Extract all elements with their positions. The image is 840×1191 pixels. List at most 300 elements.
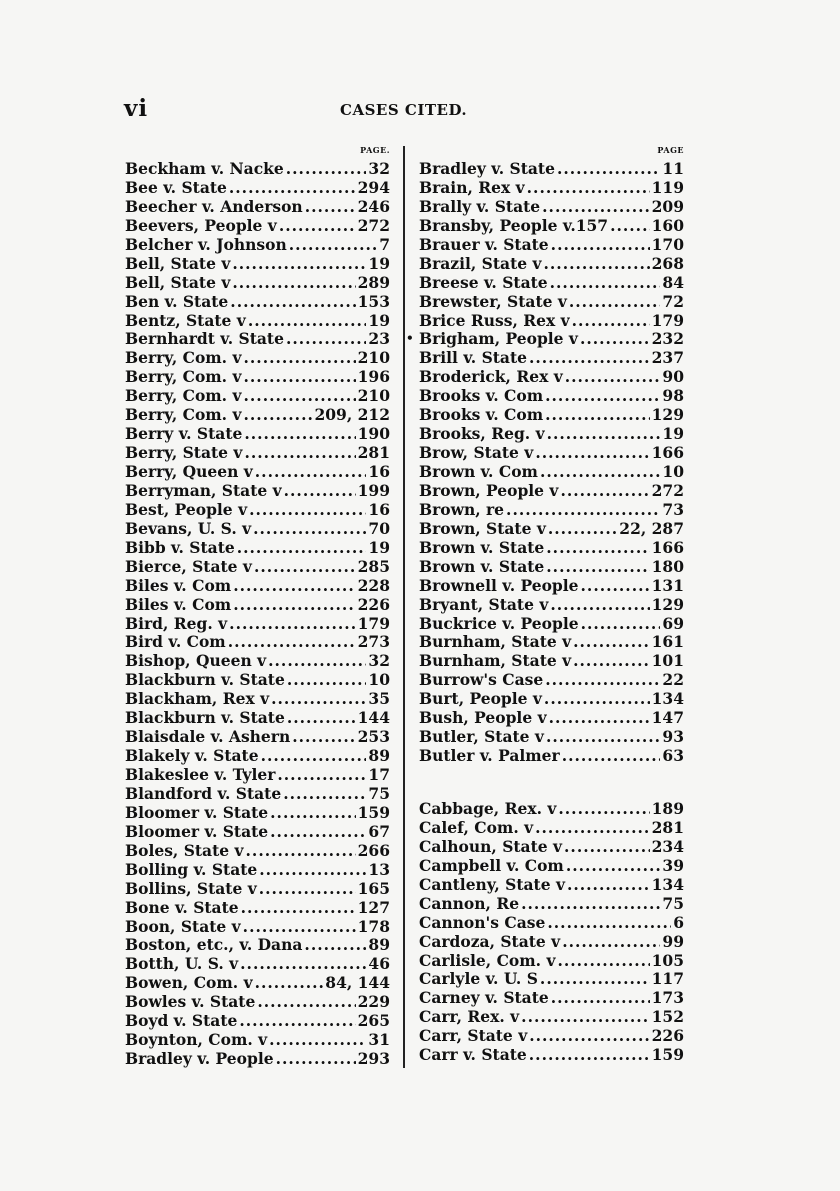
index-entry [125,823,390,842]
index-entry [125,558,390,577]
case-name: Boston, etc., v. Dana [125,935,303,955]
page-ref: 273 [357,632,390,652]
page-ref: 31 [368,1030,390,1050]
index-entry [419,633,684,652]
page-ref: 281 [357,443,390,463]
page-ref: 179 [357,613,390,633]
page-ref: 285 [357,556,390,576]
case-name: Burt, People v [419,689,542,709]
case-name: Brooks v. Com [419,405,544,425]
index-entry [125,368,390,387]
case-name: Brown v. Com [419,462,538,481]
index-entry [125,690,390,709]
case-name: Burrow's Case [419,670,544,690]
page-ref: 180 [651,556,684,576]
case-name: Brown, re [419,499,505,519]
case-name: Brigham, People v [419,329,578,349]
index-entry [125,785,390,804]
dot-leader [232,274,355,293]
page-ref: 209 [651,196,684,216]
dot-leader [546,728,660,747]
case-name: Carlyle v. U. S [419,969,538,989]
dot-leader [241,899,356,918]
dot-leader [567,876,650,895]
index-entry [125,596,390,615]
page-ref: 237 [651,348,684,368]
page-ref: 32 [368,159,390,178]
dot-leader [557,952,649,971]
page-number: vi [124,95,149,122]
case-name: Brally v. State [419,196,541,216]
page-ref: 17 [368,765,390,784]
column-left [125,140,390,1069]
dot-leader [233,596,355,615]
page-ref: 70 [368,518,390,538]
index-entry [419,800,684,819]
page-ref: 72 [662,291,684,311]
index-entry [125,217,390,236]
page-ref: 105 [651,950,684,970]
case-name: Brooks, Reg. v [419,424,545,444]
page-ref: 166 [651,443,684,463]
page-ref: 23 [368,329,390,349]
case-name: Bird, Reg. v [125,613,228,633]
dot-leader [551,236,650,255]
page-ref: 98 [662,386,684,406]
index-entry [419,671,684,690]
case-name: Burnham, State v [419,632,572,652]
dot-leader [230,293,355,312]
page-ref: 46 [368,954,390,974]
index-entry [419,387,684,406]
dot-leader [244,425,355,444]
dot-leader [540,970,650,989]
index-entry [419,501,684,520]
dot-leader [535,444,649,463]
dot-leader [253,520,366,539]
case-name: Boynton, Com. v [125,1030,268,1050]
case-name: Blandford v. State [125,783,282,803]
case-name: Bibb v. State [125,537,235,557]
page-ref: 159 [357,802,390,822]
index-entry [419,1008,684,1027]
page-ref: 226 [357,594,390,614]
page-ref: 289 [357,272,390,292]
dot-leader [305,198,356,217]
index-entry [419,914,684,933]
case-name: Brauer v. State [419,234,549,254]
index-entry [419,255,684,274]
index-entry [419,933,684,952]
dot-leader [246,842,356,861]
dot-leader [248,312,367,331]
dot-leader [279,217,356,236]
index-entry [125,387,390,406]
index-entry [419,406,684,425]
case-name: Berry, Com. v [125,348,242,368]
index-entry [419,577,684,596]
case-name: Bernhardt v. State [125,329,284,349]
index-entry [419,838,684,857]
index-entry [125,406,390,425]
dot-leader [259,861,366,880]
index-entry [419,970,684,989]
index-entry [125,728,390,747]
dot-leader [540,463,660,482]
case-name: Bowles v. State [125,992,256,1012]
page-ref: 73 [662,499,684,519]
case-name: Bierce, State v [125,556,252,576]
dot-leader [545,387,660,406]
page-ref: 265 [357,1011,390,1031]
index-entry [419,368,684,387]
page-ref: 281 [651,817,684,837]
index-entry [125,633,390,652]
dot-leader [506,501,660,520]
case-name: Brewster, State v [419,291,567,311]
page-ref: 190 [357,424,390,444]
page-ref: 69 [662,613,684,633]
index-entry [419,330,684,349]
dot-leader [229,179,356,198]
case-name: Bryant, State v [419,594,549,614]
case-name: Blakeslee v. Tyler [125,765,276,784]
index-entry [419,1046,684,1065]
page-ref: 16 [368,462,390,481]
page-ref: 127 [357,897,390,917]
index-entry [125,160,390,179]
dot-leader [244,406,313,425]
page-ref: 294 [357,177,390,197]
dot-leader [259,880,356,899]
case-name: Brill v. State [419,348,527,368]
case-name: Berry, Queen v [125,462,253,481]
case-name: Burnham, State v [419,651,572,671]
dot-leader [521,1008,649,1027]
index-entry [125,804,390,823]
dot-leader [244,368,356,387]
page-ref: 266 [357,840,390,860]
index-entry [125,1050,390,1069]
index-entry [125,463,390,482]
dot-leader [261,747,367,766]
case-name: Bell, State v [125,272,231,292]
dot-leader [610,217,650,236]
dot-leader [547,914,671,933]
dot-leader [544,255,650,274]
dot-leader [229,615,355,634]
case-name: Blackburn v. State [125,708,285,728]
case-name: Bransby, People v.157 [419,215,609,235]
page-ref: 153 [357,291,390,311]
dot-leader [304,936,366,955]
column-right [419,140,684,1065]
dot-leader [292,728,355,747]
dot-leader [284,482,356,501]
dot-leader [529,1027,649,1046]
index-entry [125,274,390,293]
case-name: Bush, People v [419,708,547,728]
index-entry [419,160,684,179]
index-entry [125,766,390,785]
case-name: Brown, People v [419,480,559,500]
case-name: Carr, State v [419,1026,528,1046]
case-name: Cabbage, Rex. v [419,799,557,818]
dot-leader [244,387,356,406]
dot-leader [287,671,367,690]
index-entry [125,1031,390,1050]
index-entry [419,463,684,482]
index-entry [419,236,684,255]
case-name: Boon, State v [125,916,241,936]
index-entry [419,857,684,876]
case-name: Carr, Rex. v [419,1007,520,1027]
page-ref: 234 [651,836,684,856]
case-name: Botth, U. S. v [125,954,239,974]
index-entry [419,425,684,444]
case-name: Cannon's Case [419,912,546,932]
page-ref: 63 [662,746,684,766]
page-ref: 131 [651,575,684,595]
index-entry [419,558,684,577]
page-ref: 19 [368,537,390,557]
case-name: Beevers, People v [125,215,277,235]
dot-leader [249,501,366,520]
index-entry [419,444,684,463]
dot-leader [254,558,356,577]
index-entry [419,747,684,766]
index-entry [125,615,390,634]
case-name: Calef, Com. v [419,817,534,837]
dot-leader [562,747,661,766]
index-entry [125,974,390,993]
page-ref: 16 [368,499,390,519]
page-ref: 165 [357,878,390,898]
dot-leader [573,633,650,652]
dot-leader [573,652,650,671]
dot-leader [521,895,660,914]
index-entry [419,312,684,331]
page-ref: 10 [368,670,390,690]
dot-leader [580,330,650,349]
page-ref: 178 [357,916,390,936]
index-entry [419,482,684,501]
page-ref: 19 [368,253,390,273]
dot-leader [581,577,650,596]
page-ref: 144 [357,708,390,728]
dot-leader [286,160,367,179]
dot-leader [562,933,660,952]
case-name: Butler v. Palmer [419,746,560,766]
dot-leader [572,312,650,331]
dot-leader [237,539,367,558]
case-name: Bee v. State [125,177,227,197]
section-spacer [419,766,684,800]
page-ref: 253 [357,727,390,747]
case-name: Blackham, Rex v [125,689,270,709]
case-name: Bentz, State v [125,310,246,330]
index-entry [419,652,684,671]
case-name: Blackburn v. State [125,670,285,690]
index-entry [419,539,684,558]
page-ref: 117 [651,969,684,989]
index-entry [419,179,684,198]
dot-leader [277,766,366,785]
dot-leader [545,671,660,690]
page-ref: 179 [651,310,684,330]
case-name: Breese v. State [419,272,548,292]
dot-leader [581,615,661,634]
index-entry [419,293,684,312]
case-name: Bone v. State [125,897,239,917]
dot-leader [558,800,649,819]
index-entry [419,198,684,217]
index-entry [419,520,684,539]
index-entry [419,895,684,914]
page-ref: 209, 212 [314,405,390,425]
case-name: Boles, State v [125,840,244,860]
case-name: Bloomer v. State [125,802,269,822]
dot-leader [257,993,355,1012]
case-name: Berry, Com. v [125,367,242,387]
index-entry [419,596,684,615]
dot-leader [269,1031,366,1050]
page-ref: 101 [651,651,684,671]
case-name: Brown v. State [419,537,545,557]
entries-right-b [419,160,684,766]
page-ref: 159 [651,1045,684,1065]
index-entry [125,1012,390,1031]
page-ref: 134 [651,874,684,894]
case-name: Campbell v. Com [419,855,564,875]
case-name: Bowen, Com. v [125,973,253,993]
case-name: Best, People v [125,499,248,519]
page-ref: 272 [357,215,390,235]
index-entry [419,989,684,1008]
case-name: Brow, State v [419,443,534,463]
dot-leader [276,1050,356,1069]
dot-leader [546,539,649,558]
case-name: Blaisdale v. Ashern [125,727,291,747]
dot-leader [548,520,617,539]
case-name: Brice Russ, Rex v [419,310,570,330]
index-entry [125,709,390,728]
page-ref: 152 [651,1007,684,1027]
page-ref: 210 [357,348,390,368]
entries-right-c [419,800,684,1065]
case-name: Berry v. State [125,424,243,444]
page-ref: 75 [368,783,390,803]
index-entry [125,899,390,918]
case-name: Biles v. Com [125,594,232,614]
dot-leader [549,709,650,728]
dot-leader [239,1012,355,1031]
dot-leader [550,596,649,615]
entries-left [125,160,390,1069]
dot-leader [283,785,366,804]
page-column-label: PAGE [657,145,684,155]
page-ref: 246 [357,196,390,216]
index-entry [125,236,390,255]
page-ref: 147 [651,708,684,728]
index-entry [419,728,684,747]
page-ref: 67 [368,821,390,841]
page-ref: 170 [651,234,684,254]
page-ref: 119 [651,177,684,197]
page-ref: 39 [662,855,684,875]
case-name: Broderick, Rex v [419,367,563,387]
page-ref: 272 [651,480,684,500]
case-name: Berry, Com. v [125,405,242,425]
dot-leader [233,577,355,596]
case-name: Brooks v. Com [419,386,544,406]
case-name: Biles v. Com [125,575,232,595]
case-name: Cantleny, State v [419,874,565,894]
page-ref: 93 [662,727,684,747]
case-name: Belcher v. Johnson [125,234,287,254]
index-entry [125,255,390,274]
case-name: Blakely v. State [125,746,259,766]
page-ref: 84 [662,272,684,292]
index-entry [125,993,390,1012]
case-name: Brown, State v [419,518,546,538]
dot-leader [529,1046,650,1065]
index-entry [125,198,390,217]
dot-leader [529,349,650,368]
page-column-label: PAGE. [360,145,390,155]
case-name: Carney v. State [419,988,549,1008]
dot-leader [287,709,356,728]
running-head: CASES CITED. [340,101,468,119]
dot-leader [551,989,650,1008]
case-name: Carr v. State [419,1045,527,1065]
dot-leader [270,804,355,823]
dot-leader [564,838,650,857]
dot-leader [286,330,366,349]
dot-leader [244,444,355,463]
column-divider [403,146,405,1068]
index-entry [125,179,390,198]
case-name: Carlisle, Com. v [419,950,556,970]
page-ref: 173 [651,988,684,1008]
index-entry [125,880,390,899]
page-ref: 19 [662,424,684,444]
dot-leader [255,974,324,993]
index-entry [125,747,390,766]
dot-leader [544,690,650,709]
case-name: Buckrice v. People [419,613,579,633]
case-name: Beecher v. Anderson [125,196,303,216]
dot-leader [550,274,661,293]
dot-leader [569,293,661,312]
page-ref: 134 [651,689,684,709]
index-entry [125,312,390,331]
index-entry [125,577,390,596]
page-ref: 22 [662,670,684,690]
dot-leader [542,198,649,217]
dot-leader [527,179,650,198]
case-name: Butler, State v [419,727,544,747]
index-entry [419,952,684,971]
page-ref: 199 [357,480,390,500]
index-entry [419,349,684,368]
dot-leader [557,160,660,179]
index-entry [125,918,390,937]
dot-leader [546,558,649,577]
page-ref: 160 [651,215,684,235]
case-name: Brain, Rex v [419,177,525,197]
page-ref: 129 [651,594,684,614]
